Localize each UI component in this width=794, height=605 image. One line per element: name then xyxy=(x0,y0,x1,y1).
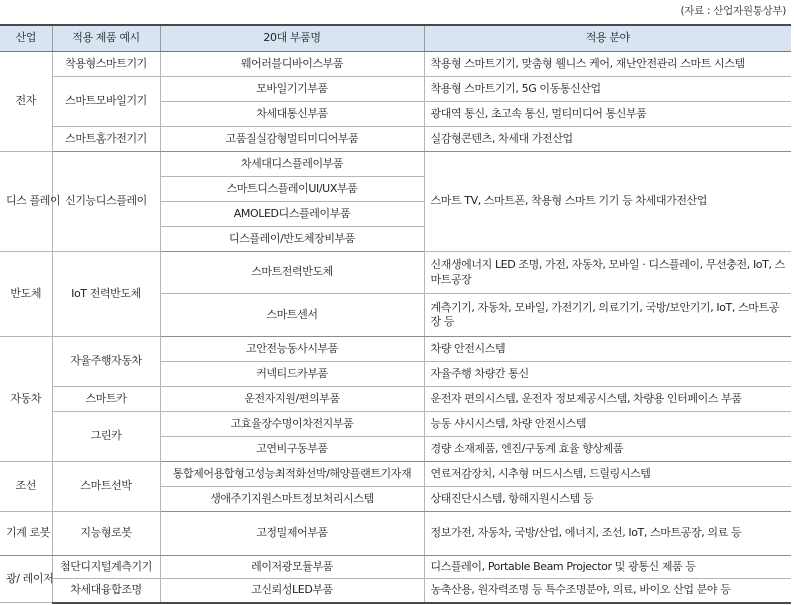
application-cell: 차량 안전시스템 xyxy=(424,337,791,362)
part-cell: 커넥티드카부품 xyxy=(160,362,424,387)
part-cell: 웨어러블디바이스부품 xyxy=(160,52,424,77)
part-cell: 차세대디스플레이부품 xyxy=(160,152,424,177)
application-cell: 착용형 스마트기기, 맞춤형 웰니스 케어, 재난안전관리 스마트 시스템 xyxy=(424,52,791,77)
product-cell: 신기능디스플레이 xyxy=(52,152,160,252)
product-cell: 착용형스마트기기 xyxy=(52,52,160,77)
application-cell: 정보가전, 자동차, 국방/산업, 에너지, 조선, IoT, 스마트공장, 의료 등 xyxy=(424,512,791,556)
table-row xyxy=(0,252,791,294)
product-cell: 스마트홈가전기기 xyxy=(52,127,160,152)
table-row xyxy=(0,127,791,152)
part-cell: 스마트전력반도체 xyxy=(160,252,424,294)
industry-cell: 반도체 xyxy=(0,252,52,337)
part-cell: 고신뢰성LED부품 xyxy=(160,579,424,603)
part-cell: 고정밀제어부품 xyxy=(160,512,424,556)
product-cell: IoT 전력반도체 xyxy=(52,252,160,337)
part-cell: 레이저광모듈부품 xyxy=(160,556,424,579)
header-part-name: 20대 부품명 xyxy=(160,25,424,52)
part-cell: 고연비구동부품 xyxy=(160,437,424,462)
application-cell: 착용형 스마트기기, 5G 이동통신산업 xyxy=(424,77,791,102)
part-cell: 스마트디스플레이UI/UX부품 xyxy=(160,177,424,202)
table-header-row xyxy=(0,25,791,52)
part-cell: 통합제어용합형고성능최적화선박/해양플랜트기자재 xyxy=(160,462,424,487)
application-cell: 상태진단시스템, 항해지원시스템 등 xyxy=(424,487,791,512)
application-cell: 경량 소재제품, 엔진/구동계 효율 향상제품 xyxy=(424,437,791,462)
industry-cell: 광/ 레이저 xyxy=(0,556,52,603)
table-row xyxy=(0,512,791,556)
application-cell: 농축산용, 원자력조명 등 특수조명분야, 의료, 바이오 산업 분야 등 xyxy=(424,579,791,603)
industry-cell: 디스 플레이 xyxy=(0,152,52,252)
application-cell: 광대역 통신, 초고속 통신, 멀티미디어 통신부품 xyxy=(424,102,791,127)
table-row xyxy=(0,52,791,77)
application-cell: 신재생에너지 LED 조명, 가전, 자동차, 모바일 · 디스플레이, 무선충전, IoT, 스마트공장 xyxy=(424,252,791,294)
part-cell: 차세대통신부품 xyxy=(160,102,424,127)
part-cell: 스마트센서 xyxy=(160,294,424,337)
product-cell: 스마트모바일기기 xyxy=(52,77,160,127)
table-row xyxy=(0,462,791,487)
table-row xyxy=(0,152,791,177)
table-row xyxy=(0,387,791,412)
header-application: 적용 분야 xyxy=(424,25,791,52)
table-row xyxy=(0,412,791,437)
product-cell: 지능형로봇 xyxy=(52,512,160,556)
table-row xyxy=(0,579,791,603)
table-row xyxy=(0,337,791,362)
header-product-example: 적용 제품 예시 xyxy=(52,25,160,52)
product-cell: 차세대융합조명 xyxy=(52,579,160,603)
part-cell: 모바일기기부품 xyxy=(160,77,424,102)
application-cell: 계측기기, 자동차, 모바일, 가전기기, 의료기기, 국방/보안기기, IoT, 스마트공장 등 xyxy=(424,294,791,337)
application-cell: 디스플레이, Portable Beam Projector 및 광통신 제품 등 xyxy=(424,556,791,579)
industry-cell: 전자 xyxy=(0,52,52,152)
product-cell: 스마트선박 xyxy=(52,462,160,512)
part-cell: 생애주기지원스마트정보처리시스템 xyxy=(160,487,424,512)
product-cell: 스마트카 xyxy=(52,387,160,412)
product-cell: 자율주행자동차 xyxy=(52,337,160,387)
product-cell: 첨단디지털계측기기 xyxy=(52,556,160,579)
application-cell: 실감형콘텐츠, 차세대 가전산업 xyxy=(424,127,791,152)
product-cell: 그린카 xyxy=(52,412,160,462)
table-row xyxy=(0,556,791,579)
part-cell: 고품질실감형멀티미디어부품 xyxy=(160,127,424,152)
parts-table xyxy=(0,24,791,604)
application-cell: 능동 샤시시스템, 차량 안전시스템 xyxy=(424,412,791,437)
application-cell: 운전자 편의시스템, 운전자 정보제공시스템, 차량용 인터페이스 부품 xyxy=(424,387,791,412)
part-cell: AMOLED디스플레이부품 xyxy=(160,202,424,227)
application-cell: 자율주행 차량간 통신 xyxy=(424,362,791,387)
part-cell: 운전자지원/편의부품 xyxy=(160,387,424,412)
part-cell: 고안전능동사시부품 xyxy=(160,337,424,362)
application-cell: 연료저감장치, 시추형 머드시스템, 드릴링시스템 xyxy=(424,462,791,487)
part-cell: 디스플레이/반도체장비부품 xyxy=(160,227,424,252)
table-row xyxy=(0,77,791,102)
part-cell: 고효율장수명이차전지부품 xyxy=(160,412,424,437)
source-note: (자료 : 산업자원통상부) xyxy=(680,5,786,17)
industry-cell: 자동차 xyxy=(0,337,52,462)
industry-cell: 기계 로봇 xyxy=(0,512,52,556)
header-industry: 산업 xyxy=(0,25,52,52)
industry-cell: 조선 xyxy=(0,462,52,512)
application-cell: 스마트 TV, 스마트폰, 착용형 스마트 기기 등 차세대가전산업 xyxy=(424,152,791,252)
